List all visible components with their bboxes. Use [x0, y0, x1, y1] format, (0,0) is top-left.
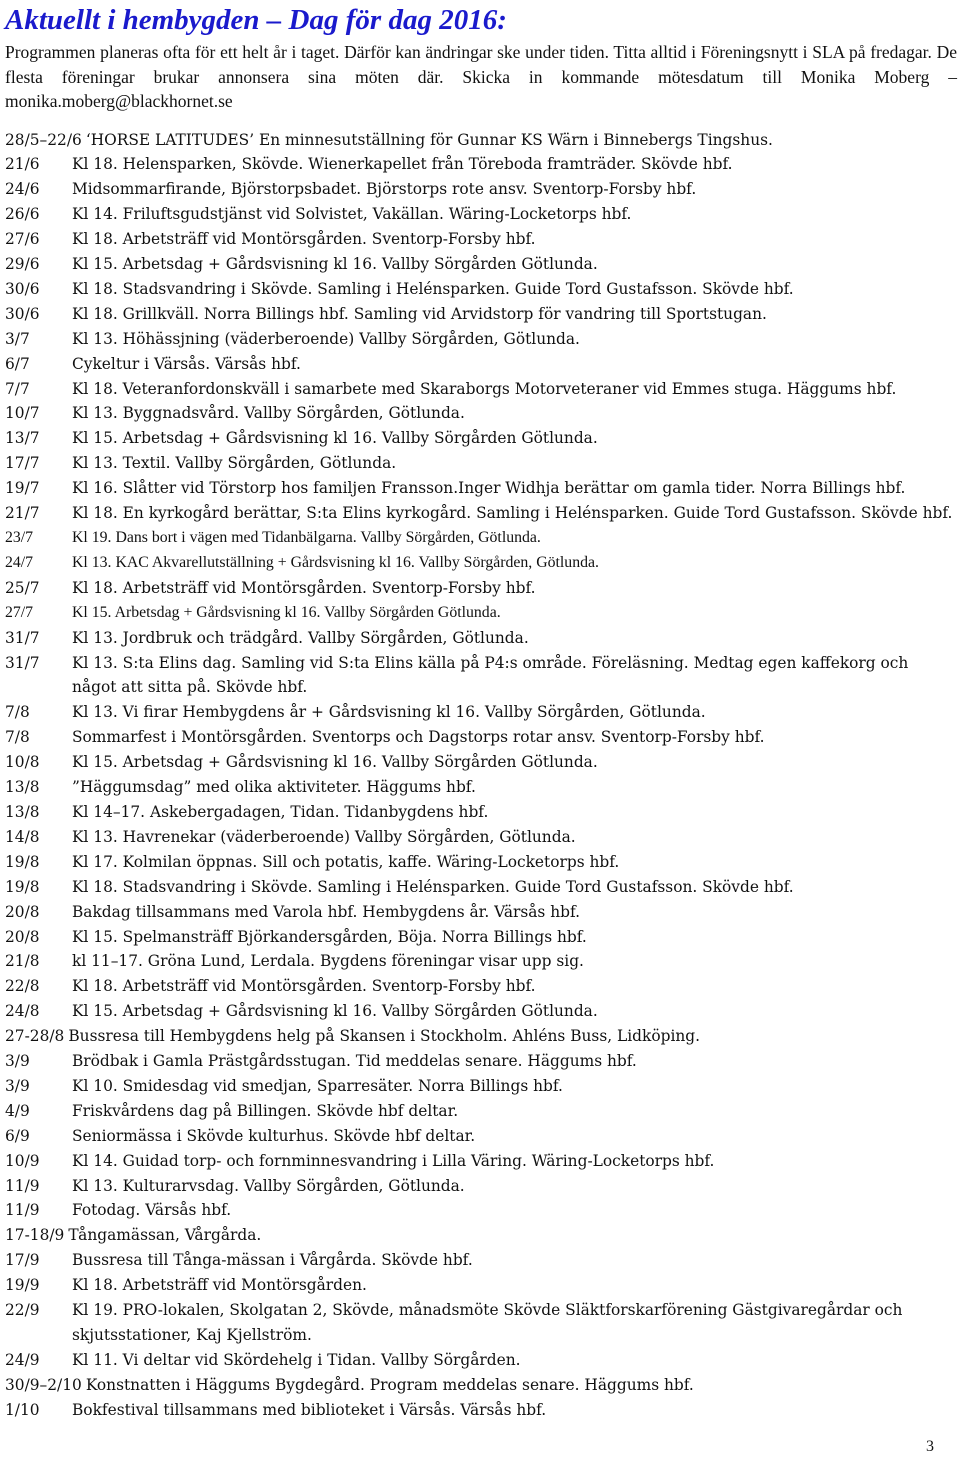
event-date: 28/5–22/6 — [5, 130, 82, 149]
event-text: Seniormässa i Skövde kulturhus. Skövde hbf deltar. — [72, 1126, 476, 1145]
event-text: Kl 18. Helensparken, Skövde. Wienerkapellet från Töreboda framträder. Skövde hbf. — [72, 155, 733, 174]
event-text: ‘HORSE LATITUDES’ En minnesutställning för Gunnar KS Wärn i Binnebergs Tingshus. — [85, 130, 773, 149]
event-date: 24/8 — [5, 1002, 40, 1021]
event-text: Kl 13. Byggnadsvård. Vallby Sörgården, Götlunda. — [72, 404, 465, 423]
event-date: 13/7 — [5, 429, 40, 448]
event-text: Kl 13. Textil. Vallby Sörgården, Götlunda. — [72, 454, 397, 473]
event-date: 19/8 — [5, 852, 40, 871]
event-text: Kl 13. Jordbruk och trädgård. Vallby Sörgården, Götlunda. — [72, 628, 529, 647]
event-date: 3/9 — [5, 1052, 30, 1071]
event-date: 21/7 — [5, 504, 40, 523]
event-date: 22/8 — [5, 977, 40, 996]
event-text: Kl 18. Veteranfordonskväll i samarbete med Skaraborgs Motorveteraner vid Emmes stuga. Häggums hbf. — [72, 379, 897, 398]
event-date: 13/8 — [5, 778, 40, 797]
event-date: 6/9 — [5, 1126, 30, 1145]
event-text: Kl 14–17. Askebergadagen, Tidan. Tidanbygdens hbf. — [72, 802, 489, 821]
event-row — [5, 1198, 955, 1223]
event-text: Kl 13. Vi firar Hembygdens år + Gårdsvisning kl 16. Vallby Sörgården, Götlunda. — [72, 703, 706, 722]
event-date: 24/9 — [5, 1350, 40, 1369]
event-date: 30/9–2/10 — [5, 1375, 82, 1394]
event-row — [5, 302, 955, 327]
event-row — [5, 526, 955, 551]
event-row — [5, 1373, 955, 1398]
event-row — [5, 1298, 955, 1348]
event-text: Kl 18. Arbetsträff vid Montörsgården. Sventorp-Forsby hbf. — [72, 977, 536, 996]
event-date: 10/9 — [5, 1151, 40, 1170]
event-date: 7/8 — [5, 703, 30, 722]
event-row — [5, 1223, 955, 1248]
event-date: 31/7 — [5, 628, 40, 647]
event-row — [5, 1149, 955, 1174]
event-text: Kl 13. S:ta Elins dag. Samling vid S:ta Elins källa på P4:s område. Föreläsning. Medtag egen kaffekorg och något att sitta på. Skövde hbf. — [72, 653, 909, 697]
event-row — [5, 850, 955, 875]
event-date: 7/8 — [5, 728, 30, 747]
event-row — [5, 775, 955, 800]
event-date: 24/7 — [5, 553, 34, 571]
event-date: 7/7 — [5, 379, 30, 398]
event-text: kl 11–17. Gröna Lund, Lerdala. Bygdens föreningar visar upp sig. — [72, 952, 584, 971]
document-page — [5, 0, 955, 1423]
event-row — [5, 327, 955, 352]
event-date: 25/7 — [5, 578, 40, 597]
page-number: 3 — [926, 1438, 934, 1455]
event-date: 11/9 — [5, 1201, 40, 1220]
event-text: Bakdag tillsammans med Varola hbf. Hembygdens år. Värsås hbf. — [72, 902, 581, 921]
event-date: 19/8 — [5, 877, 40, 896]
event-text: Kl 15. Arbetsdag + Gårdsvisning kl 16. Vallby Sörgården Götlunda. — [72, 429, 598, 448]
event-text: Kl 19. PRO-lokalen, Skolgatan 2, Skövde, månadsmöte Skövde Släktforskarförening Gästgivaregårdar och skjutsstationer, Kaj Kjellström. — [72, 1301, 903, 1344]
event-row — [5, 626, 955, 651]
event-text: Kl 15. Arbetsdag + Gårdsvisning kl 16. Vallby Sörgården Götlunda. — [72, 753, 598, 772]
event-text: Kl 13. Kulturarvsdag. Vallby Sörgården, Götlunda. — [72, 1176, 465, 1195]
event-row — [5, 1074, 955, 1099]
event-text: Kl 16. Slåtter vid Törstorp hos familjen Fransson.Inger Widhja berättar om gamla tider. Norra Billings hbf. — [72, 479, 906, 498]
event-row — [5, 202, 955, 227]
event-date: 27/6 — [5, 230, 40, 249]
event-date: 14/8 — [5, 827, 40, 846]
event-date: 22/9 — [5, 1301, 40, 1320]
page-title: Aktuellt i hembygden – Dag för dag 2016: — [5, 4, 507, 36]
event-row — [5, 1099, 955, 1124]
event-row — [5, 128, 955, 153]
event-date: 20/8 — [5, 927, 40, 946]
event-row — [5, 700, 955, 725]
event-date: 27/7 — [5, 603, 34, 621]
event-row — [5, 1348, 955, 1373]
event-row — [5, 377, 955, 402]
event-text: Kl 15. Spelmansträff Björkandersgården, Böja. Norra Billings hbf. — [72, 927, 587, 946]
event-date: 24/6 — [5, 180, 40, 199]
event-date: 19/7 — [5, 479, 40, 498]
event-text: Kl 18. Stadsvandring i Skövde. Samling i Helénsparken. Guide Tord Gustafsson. Skövde hbf. — [72, 279, 794, 298]
event-row — [5, 352, 955, 377]
event-text: Kl 15. Arbetsdag + Gårdsvisning kl 16. Vallby Sörgården Götlunda. — [72, 255, 598, 274]
event-row — [5, 900, 955, 925]
event-row — [5, 999, 955, 1024]
event-text: Kl 18. Arbetsträff vid Montörsgården. — [72, 1276, 367, 1295]
event-row — [5, 725, 955, 750]
event-row — [5, 750, 955, 775]
event-date: 17/7 — [5, 454, 40, 473]
event-row — [5, 152, 955, 177]
intro-paragraph: Programmen planeras ofta för ett helt år i taget. Därför kan ändringar ske under tiden. Titta alltid i Föreningsnytt i SLA på fredagar. De flesta föreningar brukar annonsera sina möten där. Skicka in kommande mötesdatum till Monika Moberg – monika.moberg@blackhornet.se — [5, 42, 957, 111]
event-text: Bussresa till Tånga-mässan i Vårgårda. Skövde hbf. — [72, 1251, 473, 1270]
event-date: 3/9 — [5, 1076, 30, 1095]
event-date: 19/9 — [5, 1276, 40, 1295]
event-date: 20/8 — [5, 902, 40, 921]
event-date: 27-28/8 — [5, 1027, 65, 1046]
event-text: Kl 13. Havrenekar (väderberoende) Vallby Sörgården, Götlunda. — [72, 827, 576, 846]
event-text: Kl 13. Höhässjning (väderberoende) Vallby Sörgården, Götlunda. — [72, 329, 580, 348]
event-text: Friskvårdens dag på Billingen. Skövde hbf deltar. — [72, 1101, 459, 1120]
event-date: 11/9 — [5, 1176, 40, 1195]
event-date: 31/7 — [5, 653, 40, 672]
event-text: Kl 14. Guidad torp- och fornminnesvandring i Lilla Väring. Wäring-Locketorps hbf. — [72, 1151, 715, 1170]
event-text: Kl 17. Kolmilan öppnas. Sill och potatis, kaffe. Wäring-Locketorps hbf. — [72, 852, 620, 871]
event-row — [5, 800, 955, 825]
event-text: Kl 15. Arbetsdag + Gårdsvisning kl 16. Vallby Sörgården Götlunda. — [72, 603, 501, 621]
event-row — [5, 1174, 955, 1199]
event-row — [5, 426, 955, 451]
event-row — [5, 277, 955, 302]
event-date: 1/10 — [5, 1400, 40, 1419]
event-date: 23/7 — [5, 529, 34, 546]
event-date: 10/8 — [5, 753, 40, 772]
event-text: Kl 14. Friluftsgudstjänst vid Solvistet, Vakällan. Wäring-Locketorps hbf. — [72, 205, 632, 224]
event-row — [5, 451, 955, 476]
event-text: Brödbak i Gamla Prästgårdsstugan. Tid meddelas senare. Häggums hbf. — [72, 1052, 637, 1071]
event-date: 13/8 — [5, 802, 40, 821]
event-text: Kl 10. Smidesdag vid smedjan, Sparresäter. Norra Billings hbf. — [72, 1076, 563, 1095]
event-text: Konstnatten i Häggums Bygdegård. Program meddelas senare. Häggums hbf. — [85, 1375, 694, 1394]
event-text: Kl 18. Arbetsträff vid Montörsgården. Sventorp-Forsby hbf. — [72, 230, 536, 249]
event-text: Kl 18. Grillkväll. Norra Billings hbf. Samling vid Arvidstorp för vandring till Sportstugan. — [72, 304, 767, 323]
event-row — [5, 1273, 955, 1298]
event-row — [5, 651, 955, 701]
event-date: 30/6 — [5, 304, 40, 323]
event-date: 21/8 — [5, 952, 40, 971]
event-date: 17-18/9 — [5, 1226, 65, 1245]
event-date: 21/6 — [5, 155, 40, 174]
event-row — [5, 875, 955, 900]
event-text: ”Häggumsdag” med olika aktiviteter. Häggums hbf. — [72, 778, 476, 797]
event-text: Sommarfest i Montörsgården. Sventorps och Dagstorps rotar ansv. Sventorp-Forsby hbf. — [72, 728, 765, 747]
event-row — [5, 601, 955, 626]
event-row — [5, 177, 955, 202]
event-row — [5, 476, 955, 501]
event-date: 3/7 — [5, 329, 30, 348]
event-text: Fotodag. Värsås hbf. — [72, 1201, 232, 1220]
event-row — [5, 1124, 955, 1149]
event-row — [5, 1398, 955, 1423]
event-text: Cykeltur i Värsås. Värsås hbf. — [72, 354, 301, 373]
event-date: 4/9 — [5, 1101, 30, 1120]
event-row — [5, 925, 955, 950]
event-row — [5, 1024, 955, 1049]
event-date: 26/6 — [5, 205, 40, 224]
event-row — [5, 227, 955, 252]
event-row — [5, 1049, 955, 1074]
event-text: Kl 11. Vi deltar vid Skördehelg i Tidan. Vallby Sörgården. — [72, 1350, 521, 1369]
event-row — [5, 501, 955, 526]
event-text: Kl 19. Dans bort i vägen med Tidanbälgarna. Vallby Sörgården, Götlunda. — [72, 529, 541, 546]
event-row — [5, 551, 955, 576]
event-date: 29/6 — [5, 255, 40, 274]
event-date: 17/9 — [5, 1251, 40, 1270]
event-text: Kl 13. KAC Akvarellutställning + Gårdsvisning kl 16. Vallby Sörgården, Götlunda. — [72, 553, 599, 571]
event-date: 6/7 — [5, 354, 30, 373]
event-text: Bokfestival tillsammans med biblioteket i Värsås. Värsås hbf. — [72, 1400, 547, 1419]
event-row — [5, 949, 955, 974]
event-list — [5, 128, 955, 1423]
event-text: Kl 15. Arbetsdag + Gårdsvisning kl 16. Vallby Sörgården Götlunda. — [72, 1002, 598, 1021]
event-text: Kl 18. En kyrkogård berättar, S:ta Elins kyrkogård. Samling i Helénsparken. Guide Tord Gustafsson. Skövde hbf. — [72, 504, 953, 523]
event-row — [5, 576, 955, 601]
event-text: Kl 18. Stadsvandring i Skövde. Samling i Helénsparken. Guide Tord Gustafsson. Skövde hbf. — [72, 877, 794, 896]
event-text: Midsommarfirande, Björstorpsbadet. Björstorps rote ansv. Sventorp-Forsby hbf. — [72, 180, 697, 199]
event-text: Bussresa till Hembygdens helg på Skansen i Stockholm. Ahléns Buss, Lidköping. — [68, 1027, 701, 1046]
event-row — [5, 1248, 955, 1273]
event-date: 30/6 — [5, 279, 40, 298]
event-row — [5, 974, 955, 999]
event-row — [5, 252, 955, 277]
event-row — [5, 401, 955, 426]
event-date: 10/7 — [5, 404, 40, 423]
event-text: Kl 18. Arbetsträff vid Montörsgården. Sventorp-Forsby hbf. — [72, 578, 536, 597]
event-text: Tångamässan, Vårgårda. — [68, 1226, 262, 1245]
event-row — [5, 825, 955, 850]
